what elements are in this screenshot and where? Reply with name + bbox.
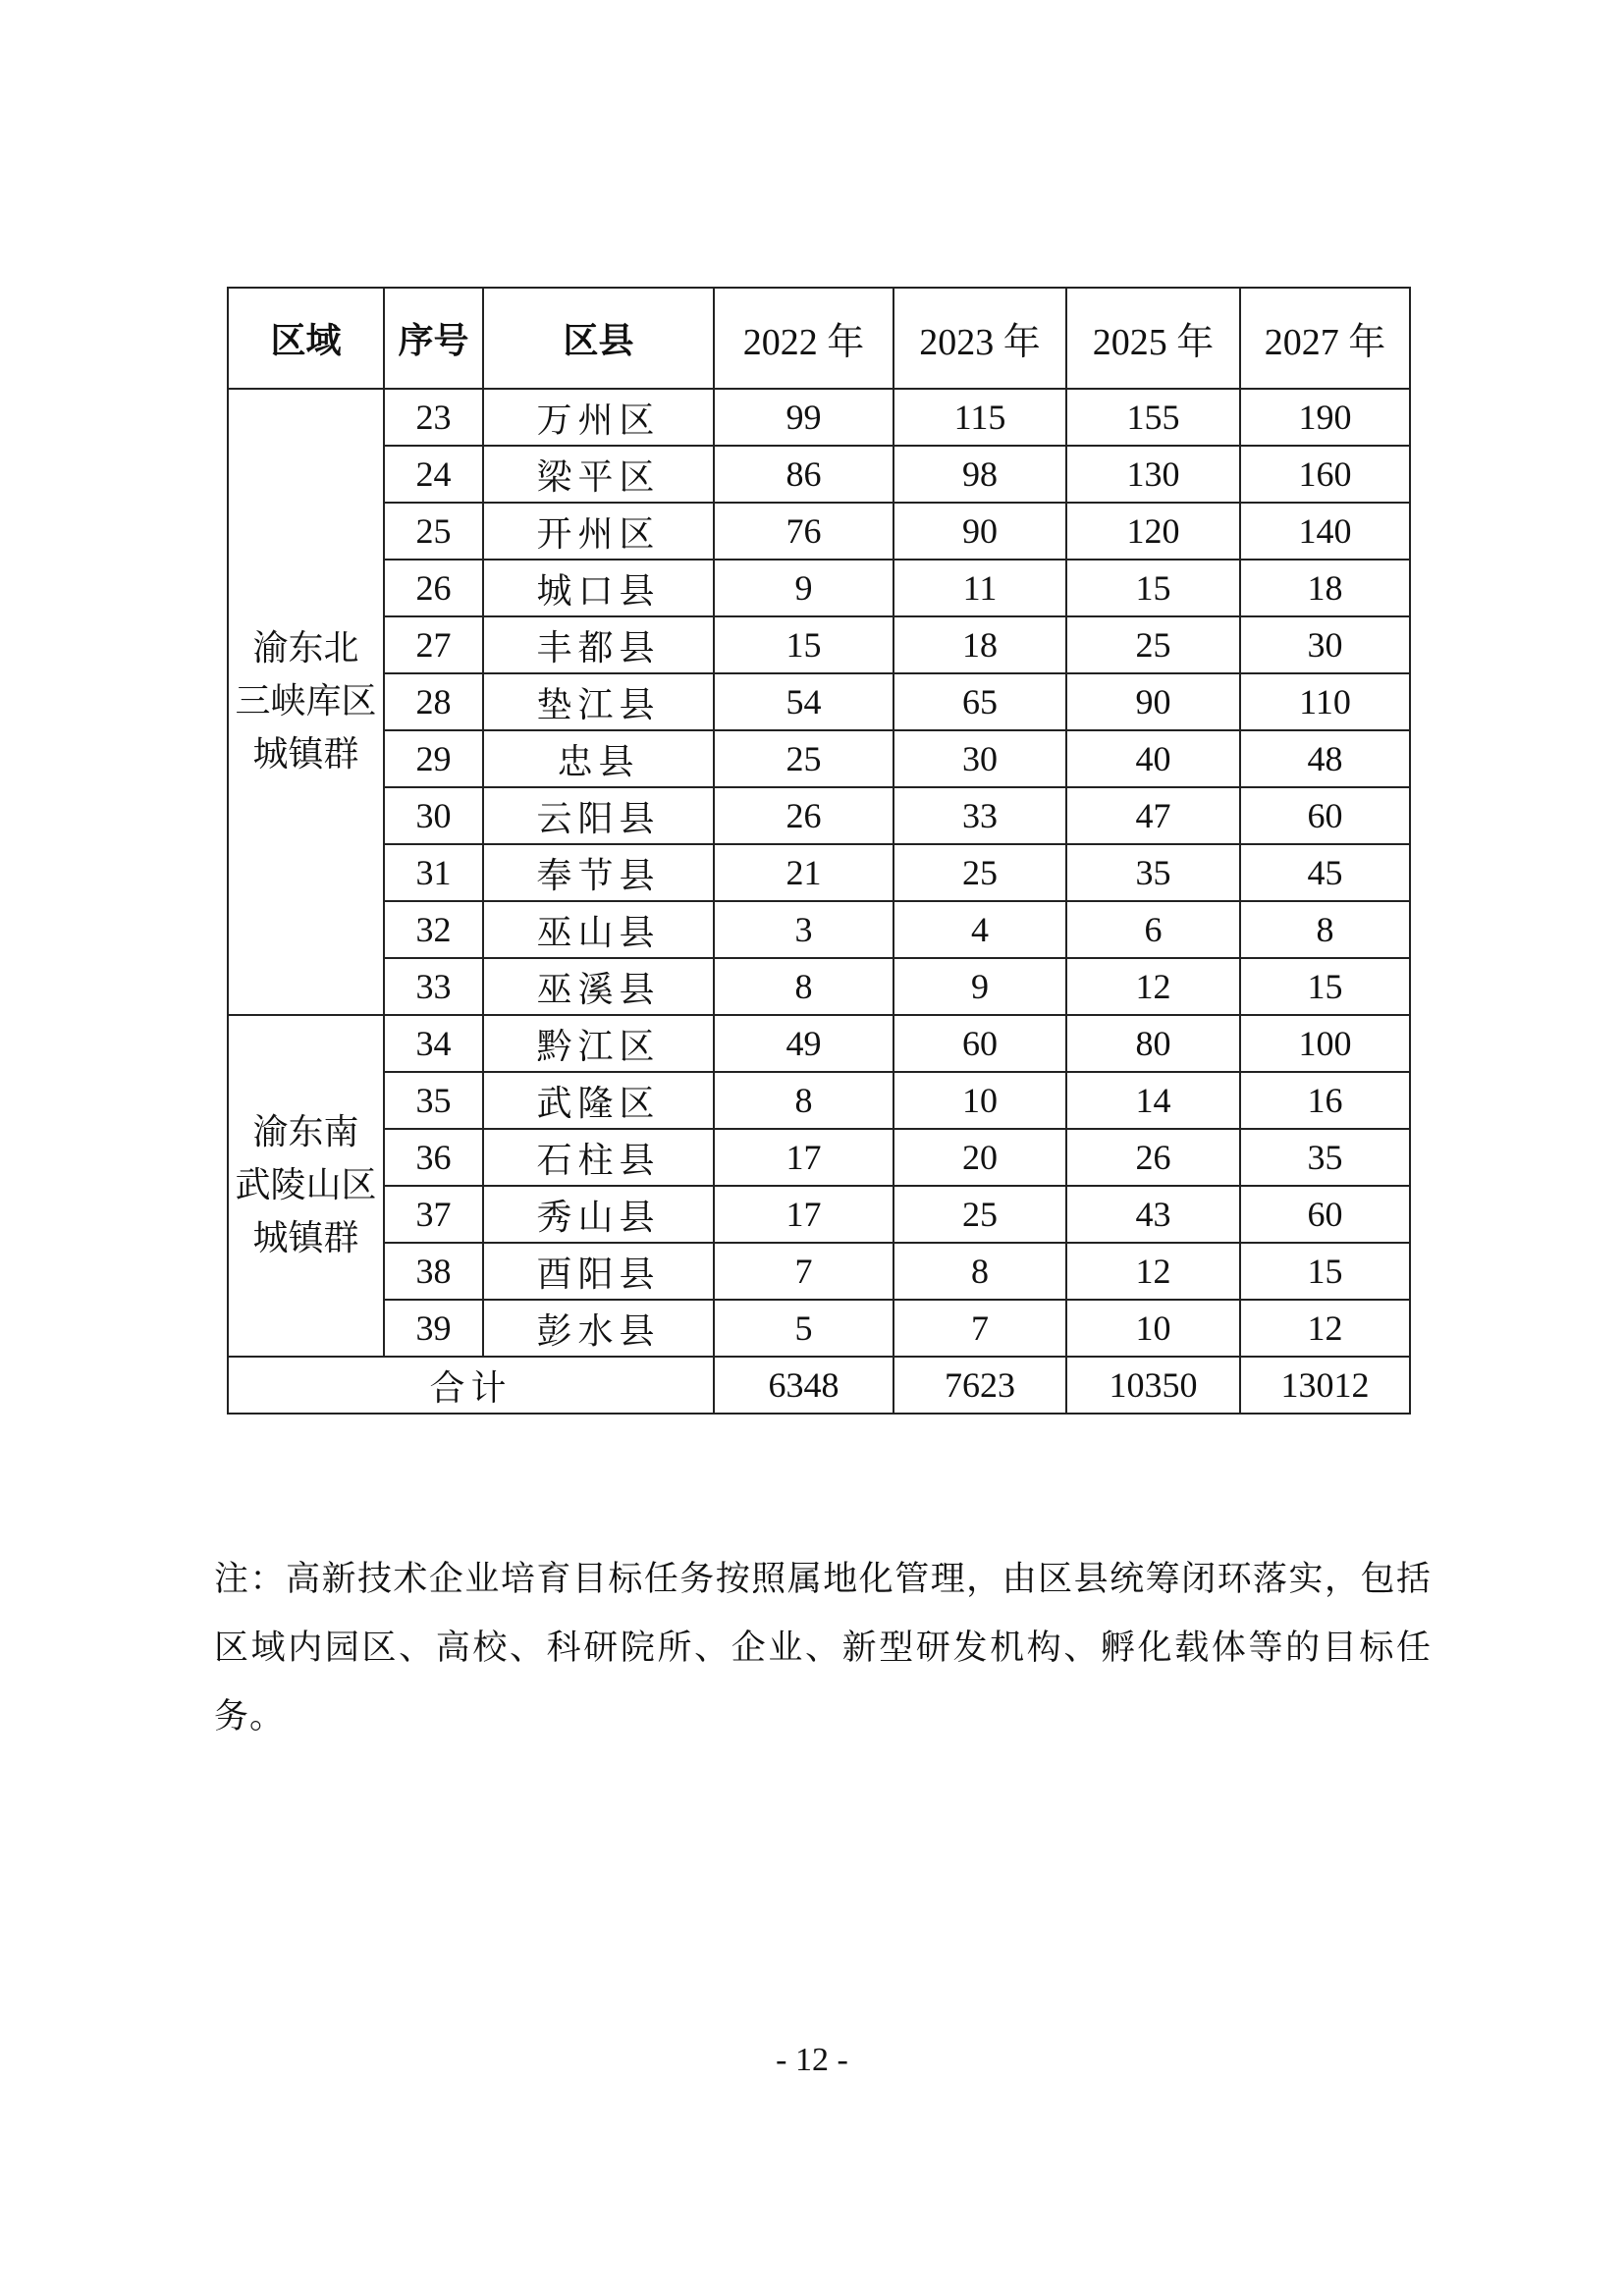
value-2027-cell: 15	[1240, 1243, 1410, 1300]
table-row	[228, 958, 1410, 1015]
value-2027-cell: 60	[1240, 787, 1410, 844]
header-2025: 2025 年	[1066, 288, 1240, 389]
value-2022-cell: 17	[714, 1186, 893, 1243]
county-cell: 梁平区	[483, 446, 714, 503]
value-2023-cell: 33	[893, 787, 1066, 844]
county-cell: 垫江县	[483, 673, 714, 730]
value-2027-cell: 45	[1240, 844, 1410, 901]
table-row	[228, 1129, 1410, 1186]
value-2027-cell: 12	[1240, 1300, 1410, 1357]
value-2022-cell: 17	[714, 1129, 893, 1186]
table-row	[228, 1300, 1410, 1357]
value-2022-cell: 7	[714, 1243, 893, 1300]
county-cell: 忠县	[483, 730, 714, 787]
value-2027-cell: 160	[1240, 446, 1410, 503]
value-2027-cell: 140	[1240, 503, 1410, 560]
seq-cell: 32	[384, 901, 483, 958]
county-cell: 黔江区	[483, 1015, 714, 1072]
value-2027-cell: 8	[1240, 901, 1410, 958]
county-cell: 武隆区	[483, 1072, 714, 1129]
value-2023-cell: 18	[893, 616, 1066, 673]
seq-cell: 28	[384, 673, 483, 730]
value-2025-cell: 80	[1066, 1015, 1240, 1072]
value-2023-cell: 20	[893, 1129, 1066, 1186]
table-row	[228, 503, 1410, 560]
county-cell: 酉阳县	[483, 1243, 714, 1300]
seq-cell: 39	[384, 1300, 483, 1357]
value-2025-cell: 43	[1066, 1186, 1240, 1243]
value-2023-cell: 98	[893, 446, 1066, 503]
targets-table	[227, 287, 1411, 1415]
value-2022-cell: 76	[714, 503, 893, 560]
value-2023-cell: 9	[893, 958, 1066, 1015]
value-2023-cell: 11	[893, 560, 1066, 616]
value-2023-cell: 25	[893, 844, 1066, 901]
table-note: 注：高新技术企业培育目标任务按照属地化管理，由区县统筹闭环落实，包括区域内园区、高校、科研院所、企业、新型研发机构、孵化载体等的目标任务。	[214, 1560, 1432, 1736]
seq-cell: 30	[384, 787, 483, 844]
header-2027: 2027 年	[1240, 288, 1410, 389]
value-2025-cell: 47	[1066, 787, 1240, 844]
table-row	[228, 901, 1410, 958]
region-cell	[228, 1015, 384, 1357]
table-row	[228, 787, 1410, 844]
value-2022-cell: 8	[714, 958, 893, 1015]
table-row	[228, 730, 1410, 787]
value-2025-cell: 90	[1066, 673, 1240, 730]
value-2025-cell: 15	[1066, 560, 1240, 616]
value-2023-cell: 10	[893, 1072, 1066, 1129]
county-cell: 巫溪县	[483, 958, 714, 1015]
county-cell: 开州区	[483, 503, 714, 560]
value-2022-cell: 49	[714, 1015, 893, 1072]
region-line: 城镇群	[252, 734, 359, 774]
value-2025-cell: 25	[1066, 616, 1240, 673]
county-cell: 城口县	[483, 560, 714, 616]
total-row	[228, 1357, 1410, 1414]
header-seq: 序号	[384, 288, 483, 389]
header-county: 区县	[483, 288, 714, 389]
county-cell: 彭水县	[483, 1300, 714, 1357]
value-2022-cell: 8	[714, 1072, 893, 1129]
value-2023-cell: 25	[893, 1186, 1066, 1243]
value-2027-cell: 100	[1240, 1015, 1410, 1072]
total-2027-cell: 13012	[1240, 1357, 1410, 1414]
table-row	[228, 1015, 1410, 1072]
value-2023-cell: 7	[893, 1300, 1066, 1357]
seq-cell: 29	[384, 730, 483, 787]
header-region: 区域	[228, 288, 384, 389]
region-line: 渝东北	[252, 628, 359, 668]
page-number: - 12 -	[776, 2042, 848, 2078]
value-2027-cell: 35	[1240, 1129, 1410, 1186]
seq-cell: 34	[384, 1015, 483, 1072]
value-2022-cell: 5	[714, 1300, 893, 1357]
value-2027-cell: 190	[1240, 389, 1410, 446]
table-header-row	[228, 288, 1410, 389]
table-row	[228, 446, 1410, 503]
value-2022-cell: 9	[714, 560, 893, 616]
table-row	[228, 1243, 1410, 1300]
value-2027-cell: 30	[1240, 616, 1410, 673]
value-2025-cell: 35	[1066, 844, 1240, 901]
value-2025-cell: 6	[1066, 901, 1240, 958]
total-2023-cell: 7623	[893, 1357, 1066, 1414]
value-2025-cell: 155	[1066, 389, 1240, 446]
header-2022: 2022 年	[714, 288, 893, 389]
seq-cell: 36	[384, 1129, 483, 1186]
value-2023-cell: 4	[893, 901, 1066, 958]
seq-cell: 35	[384, 1072, 483, 1129]
value-2022-cell: 86	[714, 446, 893, 503]
table-row	[228, 673, 1410, 730]
seq-cell: 26	[384, 560, 483, 616]
value-2027-cell: 110	[1240, 673, 1410, 730]
header-2023: 2023 年	[893, 288, 1066, 389]
value-2023-cell: 90	[893, 503, 1066, 560]
value-2025-cell: 12	[1066, 958, 1240, 1015]
value-2025-cell: 130	[1066, 446, 1240, 503]
table-row	[228, 389, 1410, 446]
value-2025-cell: 26	[1066, 1129, 1240, 1186]
county-cell: 丰都县	[483, 616, 714, 673]
value-2025-cell: 14	[1066, 1072, 1240, 1129]
value-2022-cell: 54	[714, 673, 893, 730]
region-line: 渝东南	[252, 1112, 359, 1152]
value-2025-cell: 12	[1066, 1243, 1240, 1300]
table-row	[228, 560, 1410, 616]
county-cell: 巫山县	[483, 901, 714, 958]
value-2022-cell: 99	[714, 389, 893, 446]
seq-cell: 24	[384, 446, 483, 503]
value-2022-cell: 21	[714, 844, 893, 901]
region-line: 三峡库区	[235, 681, 377, 721]
value-2023-cell: 30	[893, 730, 1066, 787]
value-2022-cell: 25	[714, 730, 893, 787]
total-2022-cell: 6348	[714, 1357, 893, 1414]
value-2027-cell: 16	[1240, 1072, 1410, 1129]
seq-cell: 37	[384, 1186, 483, 1243]
value-2022-cell: 15	[714, 616, 893, 673]
value-2023-cell: 65	[893, 673, 1066, 730]
table-row	[228, 1072, 1410, 1129]
value-2025-cell: 40	[1066, 730, 1240, 787]
value-2027-cell: 18	[1240, 560, 1410, 616]
total-2025-cell: 10350	[1066, 1357, 1240, 1414]
value-2022-cell: 26	[714, 787, 893, 844]
value-2027-cell: 15	[1240, 958, 1410, 1015]
county-cell: 秀山县	[483, 1186, 714, 1243]
total-label: 合计	[228, 1357, 714, 1414]
value-2023-cell: 8	[893, 1243, 1066, 1300]
value-2025-cell: 10	[1066, 1300, 1240, 1357]
seq-cell: 23	[384, 389, 483, 446]
region-line: 武陵山区	[235, 1165, 377, 1205]
value-2027-cell: 48	[1240, 730, 1410, 787]
value-2027-cell: 60	[1240, 1186, 1410, 1243]
seq-cell: 31	[384, 844, 483, 901]
seq-cell: 25	[384, 503, 483, 560]
table-row	[228, 616, 1410, 673]
table-row	[228, 1186, 1410, 1243]
region-cell	[228, 389, 384, 1015]
seq-cell: 38	[384, 1243, 483, 1300]
table-row	[228, 844, 1410, 901]
county-cell: 石柱县	[483, 1129, 714, 1186]
seq-cell: 33	[384, 958, 483, 1015]
county-cell: 云阳县	[483, 787, 714, 844]
seq-cell: 27	[384, 616, 483, 673]
county-cell: 奉节县	[483, 844, 714, 901]
value-2025-cell: 120	[1066, 503, 1240, 560]
region-line: 城镇群	[252, 1218, 359, 1258]
value-2022-cell: 3	[714, 901, 893, 958]
county-cell: 万州区	[483, 389, 714, 446]
value-2023-cell: 60	[893, 1015, 1066, 1072]
table-body	[228, 389, 1410, 1414]
value-2023-cell: 115	[893, 389, 1066, 446]
